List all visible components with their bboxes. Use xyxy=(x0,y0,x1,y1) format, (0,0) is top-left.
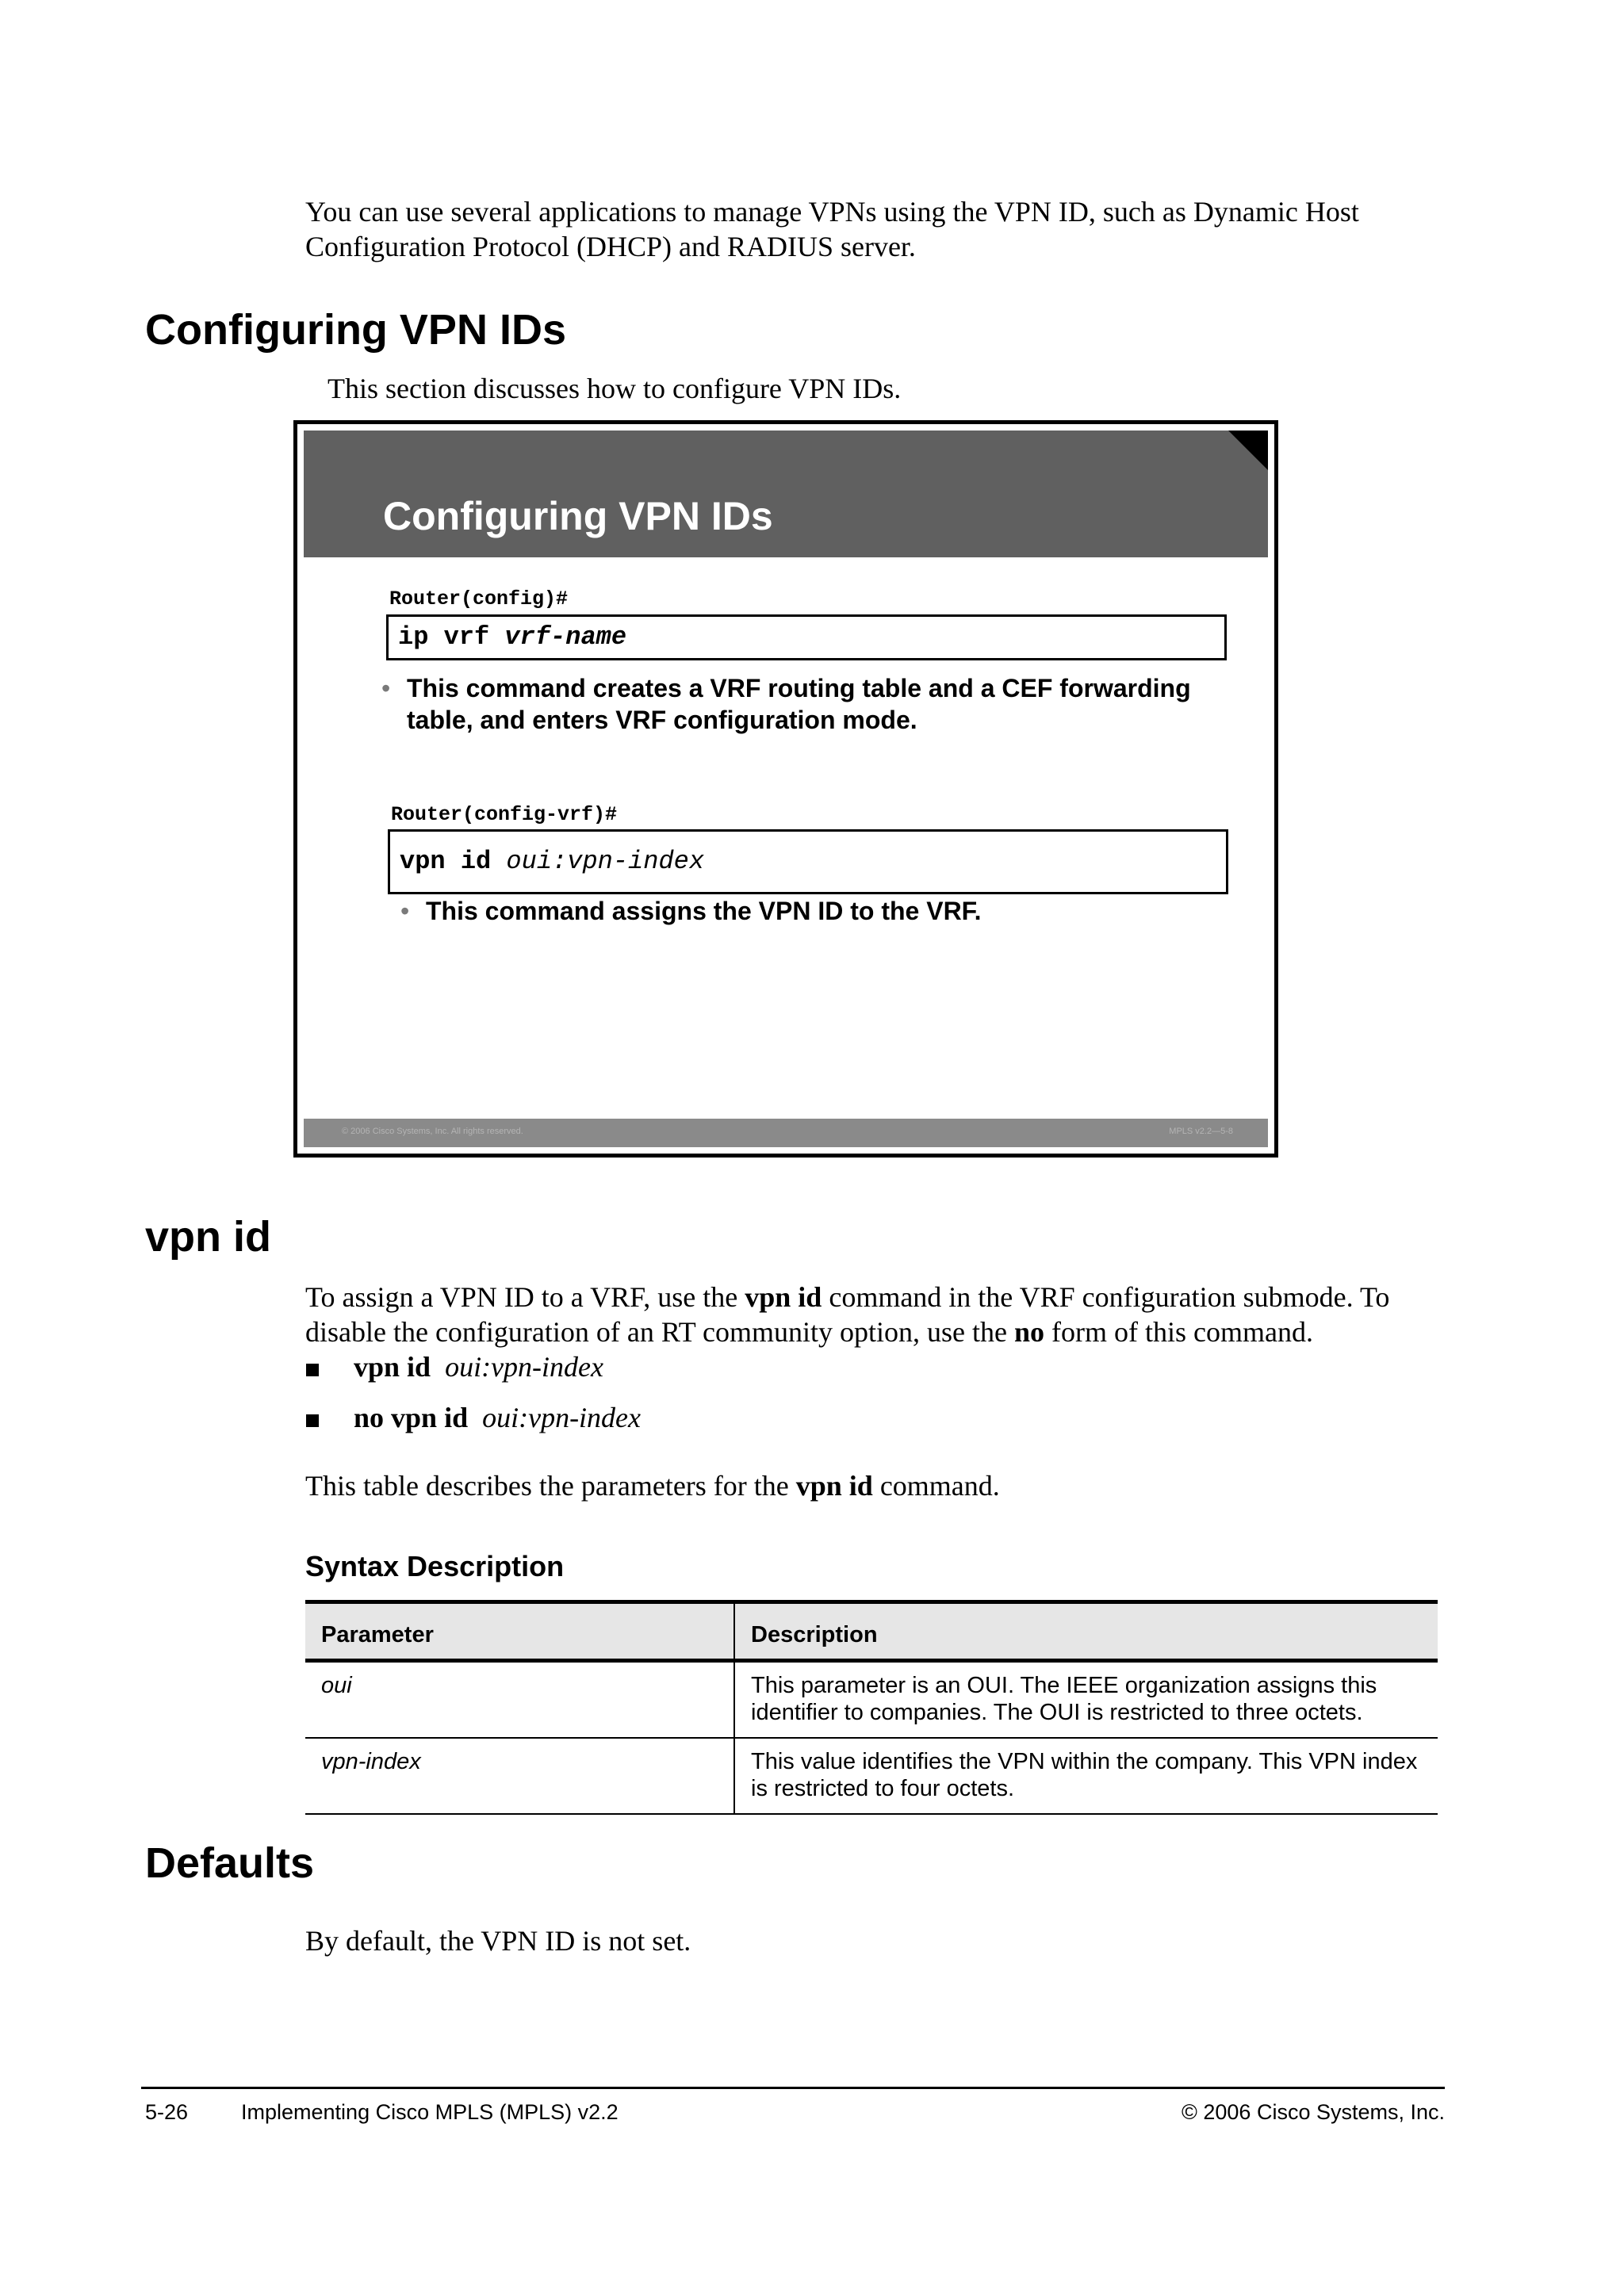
square-bullet-icon xyxy=(306,1364,319,1376)
router-config-prompt: Router(config)# xyxy=(389,587,569,610)
section-heading-defaults: Defaults xyxy=(145,1839,315,1887)
vpn-id-paragraph-line-1: To assign a VPN ID to a VRF, use the vpn id command in the VRF configuration submode. To xyxy=(305,1281,1390,1313)
section-description: This section discusses how to configure VPN IDs. xyxy=(327,373,902,404)
defaults-text: By default, the VPN ID is not set. xyxy=(305,1925,691,1957)
slide-corner-triangle xyxy=(1228,430,1268,470)
router-config-vrf-prompt: Router(config-vrf)# xyxy=(391,803,618,826)
command-keyword: vpn id xyxy=(400,847,492,876)
slide-bullet-1-line-2: table, and enters VRF configuration mode. xyxy=(407,706,917,734)
footer-copyright: © 2006 Cisco Systems, Inc. xyxy=(1181,2100,1445,2124)
slide-header-bar xyxy=(304,430,1268,557)
slide-title: Configuring VPN IDs xyxy=(383,494,773,538)
square-bullet-icon xyxy=(306,1414,319,1427)
command-name: vpn id xyxy=(795,1470,873,1502)
book-title: Implementing Cisco MPLS (MPLS) v2.2 xyxy=(241,2100,619,2124)
no-keyword: no xyxy=(1014,1316,1045,1348)
table-intro: This table describes the parameters for the vpn id command. xyxy=(305,1470,1000,1502)
syntax-description-title: Syntax Description xyxy=(305,1550,565,1582)
syntax-bullet-2 xyxy=(354,1400,641,1435)
slide-bullet-2-text: This command assigns the VPN ID to the VRF. xyxy=(426,897,982,925)
syntax-description-table xyxy=(305,1600,1438,1815)
footer-rule xyxy=(141,2087,1445,2089)
description-line: This value identifies the VPN within the company. This VPN index xyxy=(751,1749,1418,1774)
table-header-row xyxy=(305,1602,1438,1661)
section-heading-vpn-id: vpn id xyxy=(145,1213,271,1261)
syntax-bullet-1 xyxy=(354,1349,603,1384)
command-box-ip-vrf xyxy=(386,614,1227,660)
slide-canvas xyxy=(304,430,1268,1147)
intro-line-2: Configuration Protocol (DHCP) and RADIUS server. xyxy=(305,231,916,262)
slide-figure xyxy=(293,420,1278,1158)
command-argument: oui:vpn-index xyxy=(506,847,705,876)
page-number: 5-26 xyxy=(145,2100,189,2124)
table-row xyxy=(305,1661,1438,1739)
description-cell xyxy=(734,1661,1438,1739)
slide-footer-course-code: MPLS v2.2—5-8 xyxy=(1169,1127,1233,1136)
slide-footer-copyright: © 2006 Cisco Systems, Inc. All rights reserved. xyxy=(342,1127,523,1136)
command-keyword: ip vrf xyxy=(398,622,490,652)
slide-bullet-2 xyxy=(400,895,1193,927)
section-heading-configuring-vpn-ids: Configuring VPN IDs xyxy=(145,306,566,354)
command-name: vpn id xyxy=(745,1281,822,1313)
command-box-vpn-id xyxy=(388,829,1228,894)
slide-bullet-1-line-1: This command creates a VRF routing table and a CEF forwarding xyxy=(407,674,1191,702)
description-cell xyxy=(734,1738,1438,1814)
intro-paragraph xyxy=(305,194,1359,264)
parameter-cell: vpn-index xyxy=(305,1738,734,1814)
parameter-cell: oui xyxy=(305,1661,734,1739)
slide-footer-bar xyxy=(304,1119,1268,1147)
syntax-argument: oui:vpn-index xyxy=(445,1351,603,1383)
syntax-argument: oui:vpn-index xyxy=(482,1402,642,1433)
bullet-dot: • xyxy=(400,897,410,925)
bullet-dot: • xyxy=(381,674,391,702)
vpn-id-paragraph-line-2: disable the configuration of an RT community option, use the no form of this command. xyxy=(305,1316,1313,1348)
description-line: This parameter is an OUI. The IEEE organization assigns this xyxy=(751,1673,1377,1698)
description-line: is restricted to four octets. xyxy=(751,1776,1015,1801)
syntax-command: no vpn id xyxy=(354,1402,469,1433)
slide-bullet-1 xyxy=(381,672,1238,736)
header-parameter: Parameter xyxy=(305,1602,734,1661)
syntax-command: vpn id xyxy=(354,1351,431,1383)
description-line: identifier to companies. The OUI is restricted to three octets. xyxy=(751,1700,1363,1725)
header-description: Description xyxy=(734,1602,1438,1661)
intro-line-1: You can use several applications to manage VPNs using the VPN ID, such as Dynamic Host xyxy=(305,196,1359,228)
command-argument: vrf-name xyxy=(504,622,627,652)
vpn-id-paragraph xyxy=(305,1280,1389,1349)
table-row xyxy=(305,1738,1438,1814)
